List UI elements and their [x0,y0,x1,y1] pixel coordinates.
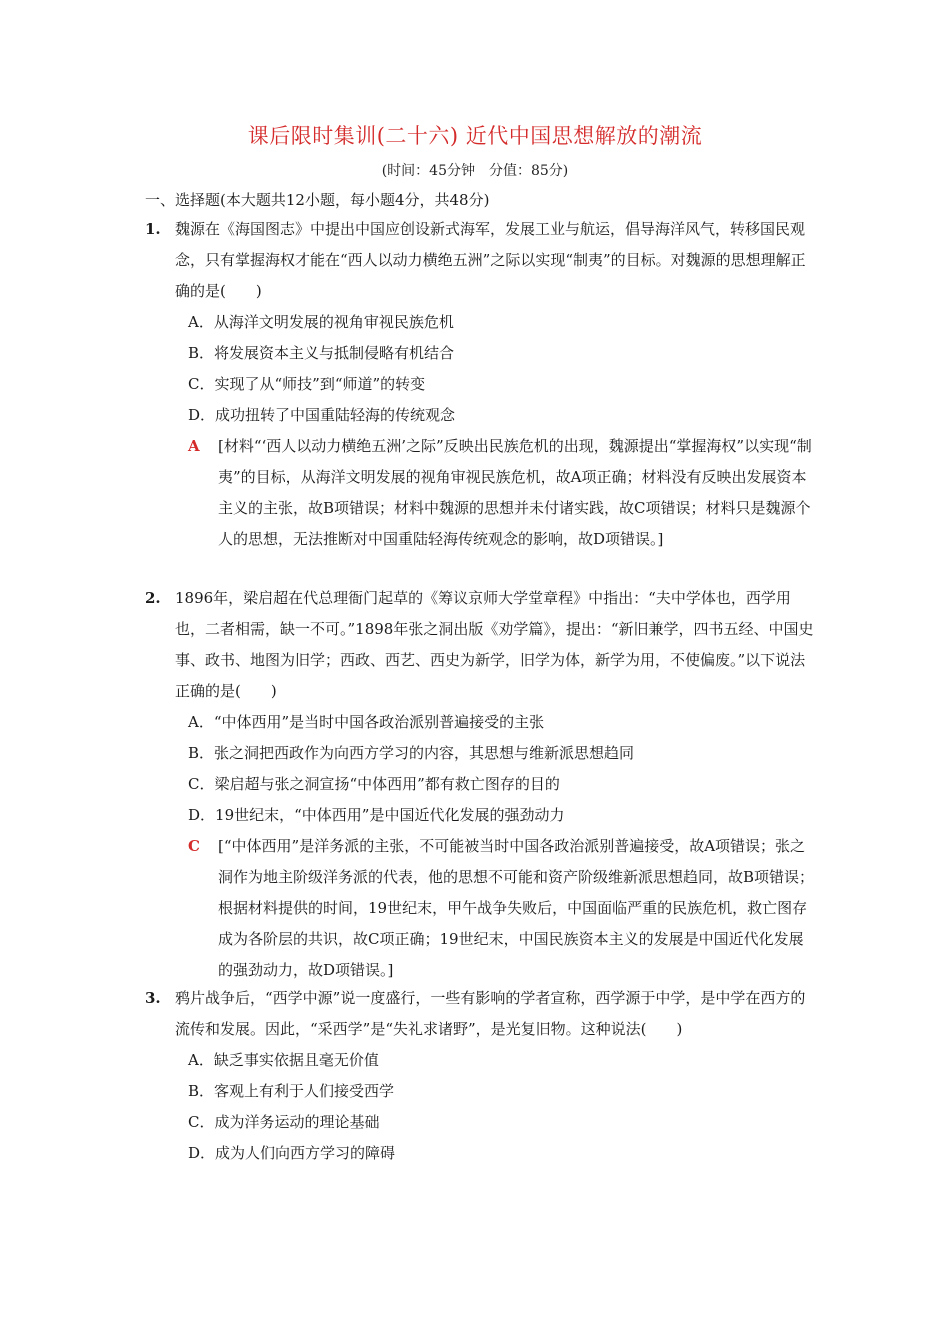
page-title: 课后限时集训(二十六) 近代中国思想解放的潮流 [247,124,703,148]
answer-key: A [188,437,200,455]
question-1 [145,214,815,555]
question-stem [145,983,815,1045]
option-c: C．实现了从“师技”到“师道”的转变 [188,375,426,393]
option-a: A．从海洋文明发展的视角审视民族危机 [188,313,454,331]
question-stem [145,214,815,307]
question-number: 1. [145,220,161,238]
answer-key: C [188,837,200,855]
question-stem [145,583,815,707]
option-c: C．成为洋务运动的理论基础 [188,1113,380,1131]
answer-explanation [145,831,815,986]
time-and-score: (时间：45分钟 分值：85分) [381,163,569,179]
question-text: 鸦片战争后，“西学中源”说一度盛行，一些有影响的学者宣称，西学源于中学，是中学在西方的流传和发展。因此，“采西学”是“失礼求诸野”，是光复旧物。这种说法( ) [175,989,806,1038]
option-a: A．“中体西用”是当时中国各政治派别普遍接受的主张 [188,713,545,731]
option-d: D．成功扭转了中国重陆轻海的传统观念 [188,406,456,424]
answer-explanation [145,431,815,555]
option-d: D．19世纪末，“中体西用”是中国近代化发展的强劲动力 [188,806,565,824]
question-text: 1896年，梁启超在代总理衙门起草的《筹议京师大学堂章程》中指出：“夫中学体也，西学用也，二者相需，缺一不可。”1898年张之洞出版《劝学篇》，提出：“新旧兼学，四书五经、中国史事、政书、地图为旧学；西政、西艺、西史为新学，旧学为体，新学为用，不使偏废。”以下说法正确的是( ) [175,589,814,700]
explanation-text: [材料“‘西人以动力横绝五洲’之际”反映出民族危机的出现，魏源提出“掌握海权”以实现“制夷”的目标，从海洋文明发展的视角审视民族危机，故A项正确；材料没有反映出发展资本主义的主张，故B项错误；材料中魏源的思想并未付诸实践，故C项错误；材料只是魏源个人的思想，无法推断对中国重陆轻海传统观念的影响，故D项错误。] [218,437,812,548]
option-b: B．客观上有利于人们接受西学 [188,1082,395,1100]
explanation-text: [“中体西用”是洋务派的主张，不可能被当时中国各政治派别普遍接受，故A项错误；张之洞作为地主阶级洋务派的代表，他的思想不可能和资产阶级维新派思想趋同，故B项错误；根据材料提供的时间，19世纪末，甲午战争失败后，中国面临严重的民族危机，救亡图存成为各阶层的共识，故C项正确；19世纪末，中国民族资本主义的发展是中国近代化发展的强劲动力，故D项错误。] [218,837,815,979]
option-d: D．成为人们向西方学习的障碍 [188,1144,396,1162]
option-a: A．缺乏事实依据且毫无价值 [188,1051,379,1069]
option-b: B．将发展资本主义与抵制侵略有机结合 [188,344,455,362]
question-3 [145,983,815,1169]
option-c: C．梁启超与张之洞宣扬“中体西用”都有救亡图存的目的 [188,775,560,793]
question-2 [145,583,815,986]
question-text: 魏源在《海国图志》中提出中国应创设新式海军，发展工业与航运，倡导海洋风气，转移国民观念，只有掌握海权才能在“西人以动力横绝五洲”之际以实现“制夷”的目标。对魏源的思想理解正确的是( ) [175,220,806,300]
question-number: 2. [145,589,161,607]
section-heading: 一、选择题(本大题共12小题，每小题4分，共48分) [145,191,490,209]
question-number: 3. [145,989,161,1007]
option-b: B．张之洞把西政作为向西方学习的内容，其思想与维新派思想趋同 [188,744,635,762]
